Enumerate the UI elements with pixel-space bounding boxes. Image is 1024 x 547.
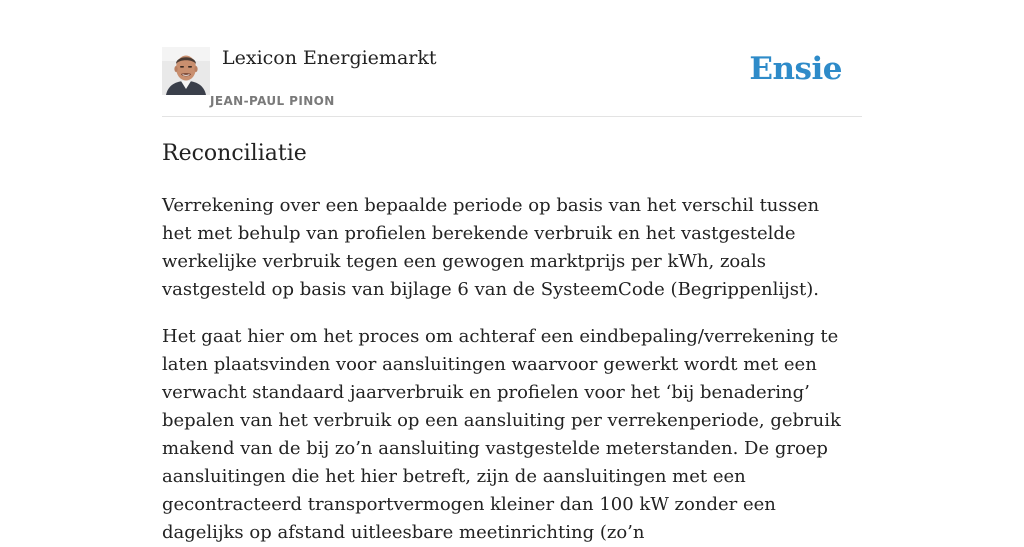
avatar-icon	[162, 47, 210, 95]
article-content	[162, 138, 862, 547]
article-title: Reconciliatie	[162, 141, 307, 166]
page-header	[162, 0, 862, 117]
site-title[interactable]: Lexicon Energiemarkt	[222, 47, 437, 69]
author-avatar[interactable]	[162, 47, 210, 95]
article-paragraph-1: Verrekening over een bepaalde periode op basis van het verschil tussen het met behulp van profielen berekende verbruik en het vastgestelde werkelijke verbruik tegen een gewogen marktprijs per kWh, zoals vastgesteld op basis van bijlage 6 van de SysteemCode (Begrippenlijst).	[162, 195, 820, 300]
brand-logo[interactable]: Ensie	[749, 51, 842, 87]
article-paragraph-2: Het gaat hier om het proces om achteraf een eindbepaling/verrekening te laten plaatsvinden voor aansluitingen waarvoor gewerkt wordt met een verwacht standaard jaarverbruik en profielen voor het ‘bij benadering’ bepalen van het verbruik op een aansluiting per verrekenperiode, gebruik makend van de bij zo’n aansluiting vastgestelde meterstanden. De groep aansluitingen die het hier betreft, zijn de aansluitingen met een gecontracteerd transportvermogen kleiner dan 100 kW zonder een dagelijks op afstand uitleesbare meetinrichting (zo’n	[162, 326, 841, 543]
author-name[interactable]: JEAN-PAUL PINON	[210, 94, 335, 108]
